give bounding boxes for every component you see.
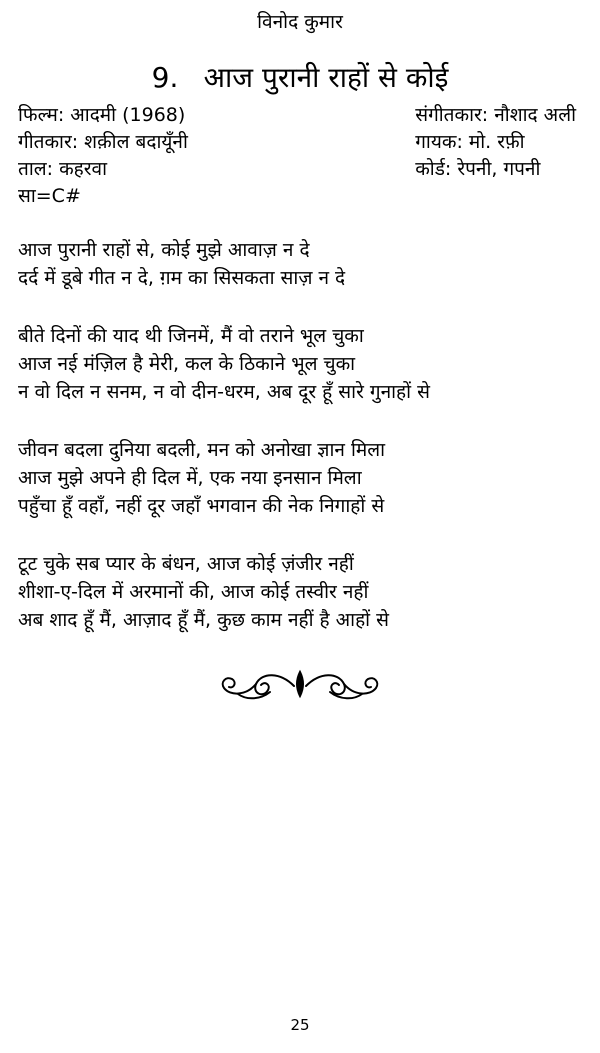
song-number: 9. [151,61,179,94]
lyric-line: न वो दिल न सनम, न वो दीन-धरम, अब दूर हूँ सारे गुनाहों से [18,381,430,403]
lyricist-info: गीतकार: शक़ील बदायूँनी [18,131,188,153]
lyric-line: जीवन बदला दुनिया बदली, मन को अनोखा ज्ञान मिला [18,439,386,461]
stanza-1 [18,236,588,292]
song-meta-left [18,102,188,210]
lyric-line: आज पुरानी राहों से, कोई मुझे आवाज़ न दे [18,239,310,261]
stanza-3 [18,436,588,520]
taal-info: ताल: कहरवा [18,158,108,180]
composer-info: संगीतकार: नौशाद अली [415,104,576,126]
singer-info: गायक: मो. रफ़ी [415,131,525,153]
lyric-line: आज मुझे अपने ही दिल में, एक नया इनसान मिला [18,467,362,489]
lyric-line: टूट चुके सब प्यार के बंधन, आज कोई ज़ंजीर नहीं [18,553,354,575]
lyric-line: बीते दिनों की याद थी जिनमें, मैं वो तराने भूल चुका [18,325,364,347]
stanza-2 [18,322,588,406]
chord-info: कोर्ड: रेपनी, गपनी [415,158,541,180]
lyric-line: आज नई मंज़िल है मेरी, कल के ठिकाने भूल चुका [18,353,356,375]
key-info: सा=C# [18,185,81,207]
running-header: विनोद कुमार [257,11,343,33]
page-number: 25 [290,1016,310,1034]
stanza-4 [18,550,588,634]
film-info: फिल्म: आदमी (1968) [18,104,186,126]
lyric-line: अब शाद हूँ मैं, आज़ाद हूँ मैं, कुछ काम नहीं है आहों से [18,609,389,631]
lyric-line: शीशा-ए-दिल में अरमानों की, आज कोई तस्वीर नहीं [18,581,369,603]
flourish-divider-icon [210,664,390,704]
song-title [0,58,600,96]
song-title-text: आज पुरानी राहों से कोई [203,61,449,94]
song-meta-right [415,102,576,183]
lyric-line: दर्द में डूबे गीत न दे, ग़म का सिसकता साज़ न दे [18,267,346,289]
lyric-line: पहुँचा हूँ वहाँ, नहीं दूर जहाँ भगवान की नेक निगाहों से [18,495,385,517]
lyrics [18,236,588,664]
